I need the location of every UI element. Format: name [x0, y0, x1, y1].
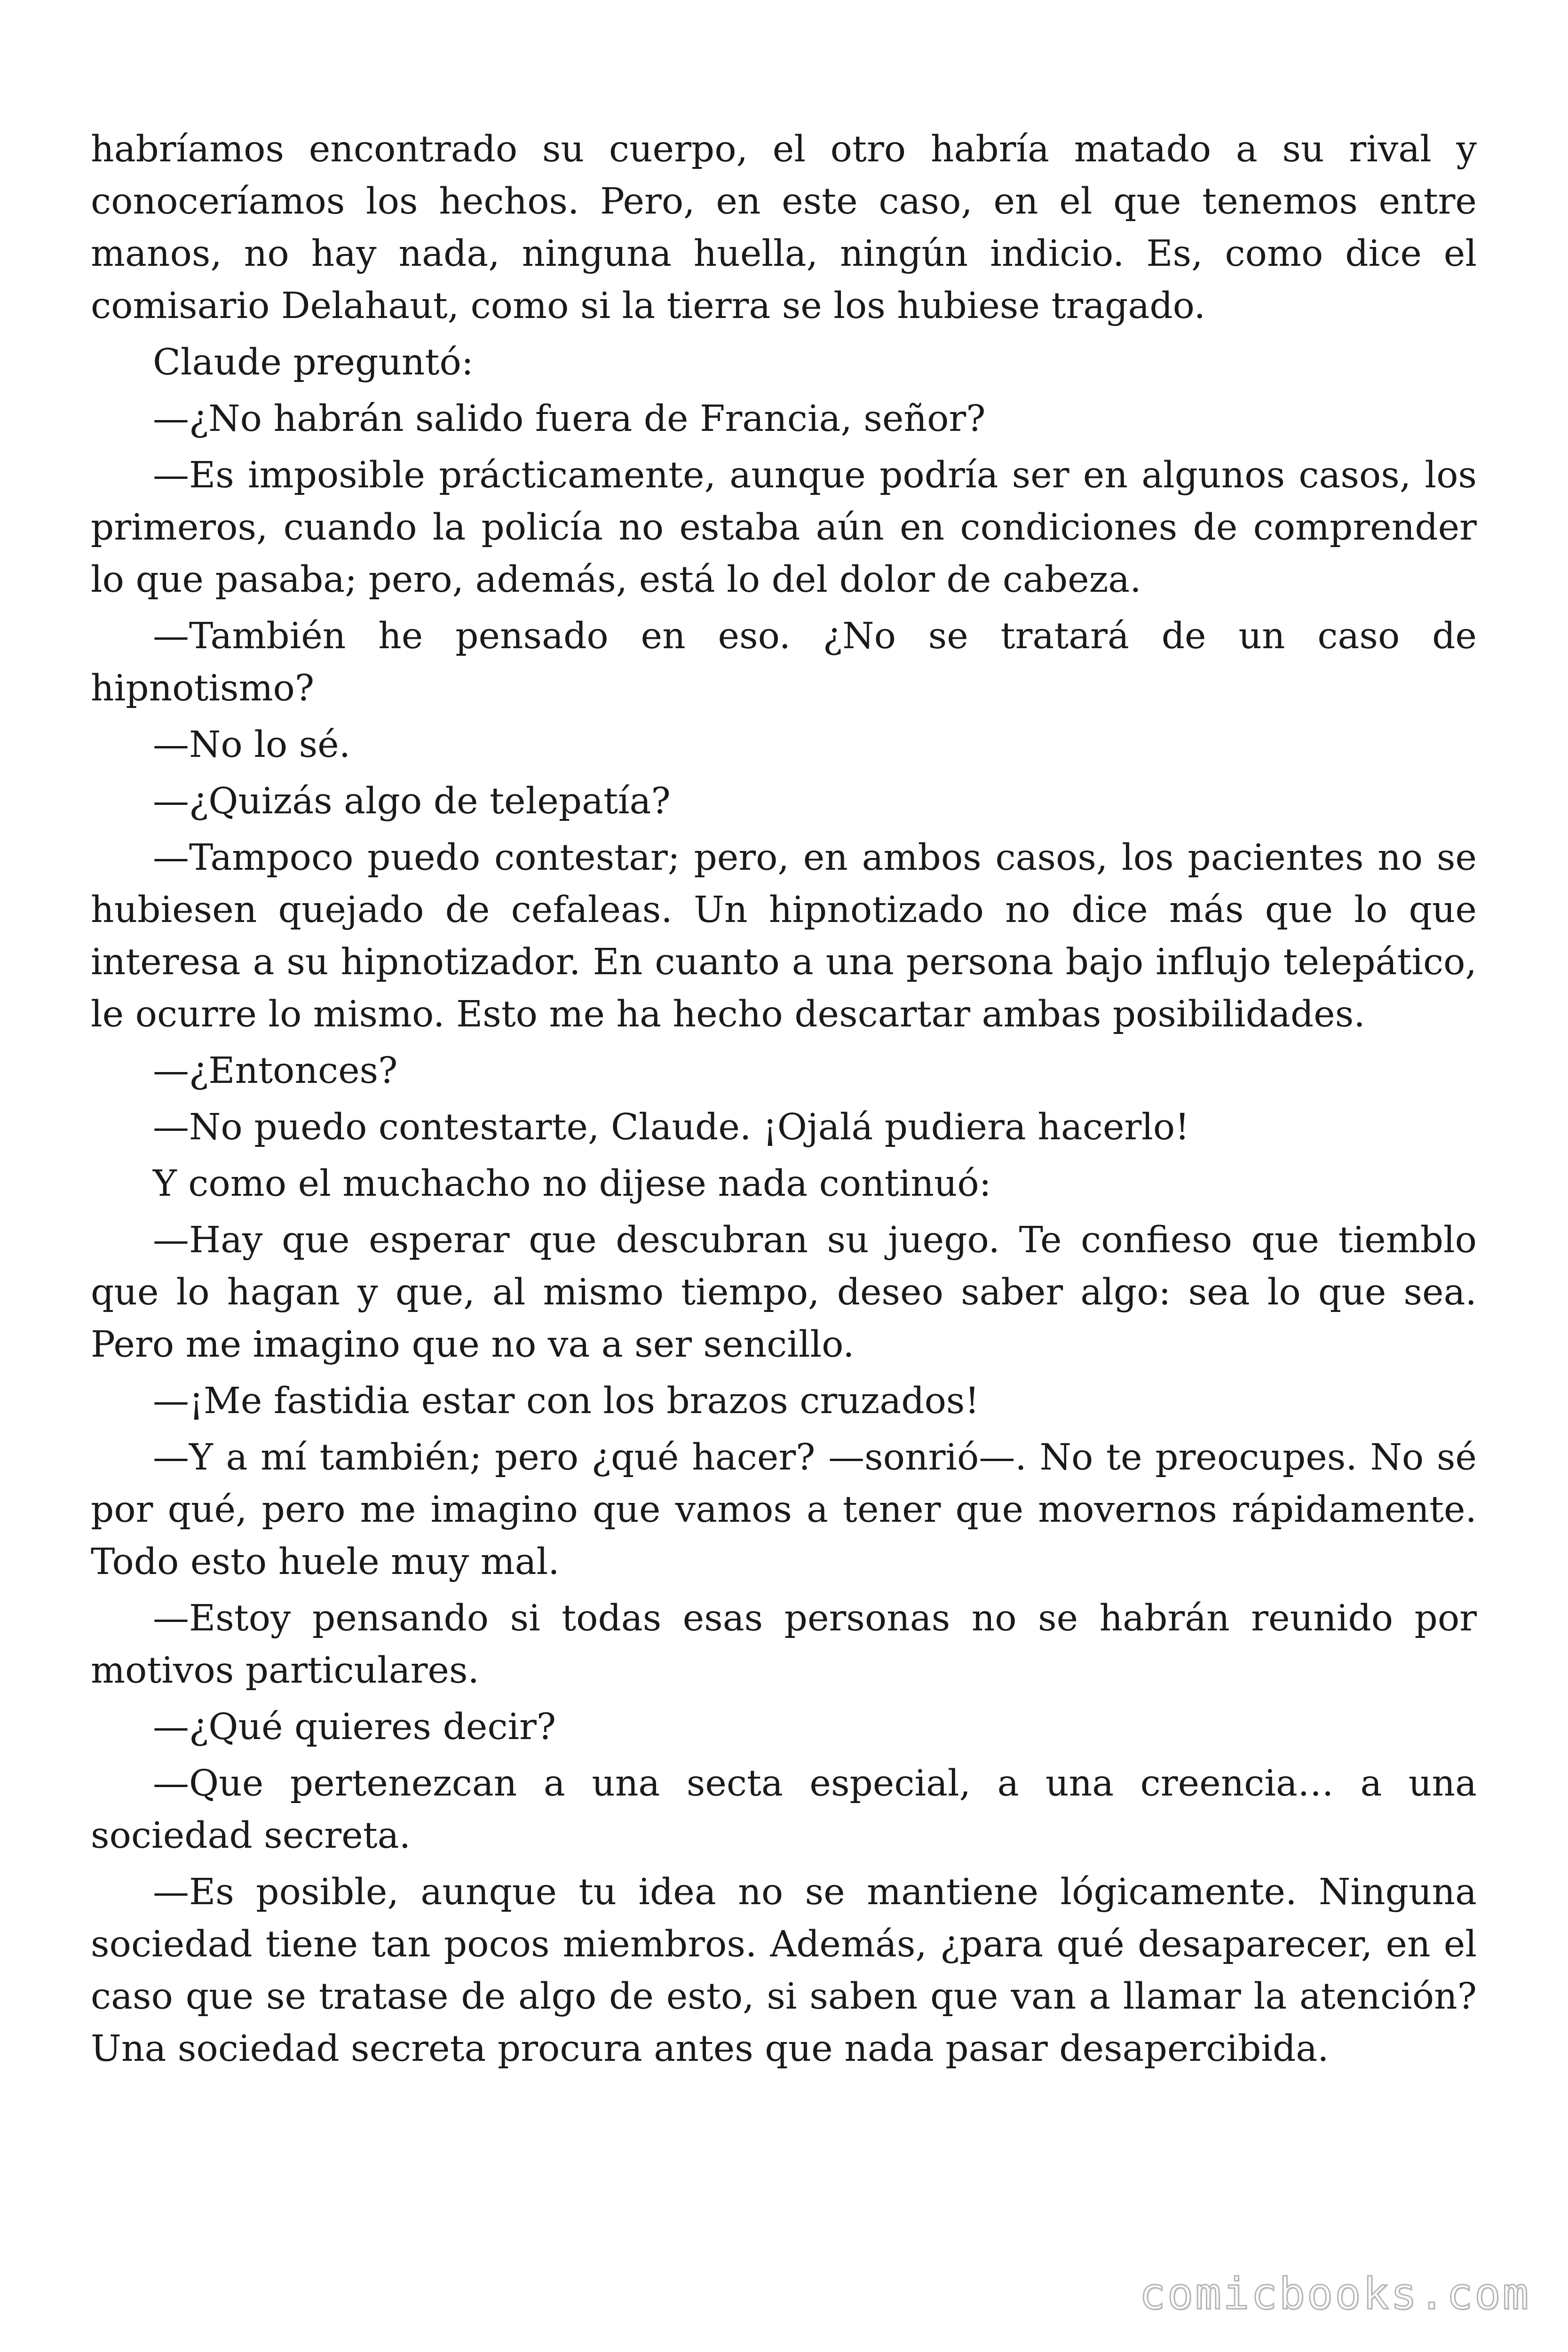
paragraph-11: Y como el muchacho no dijese nada continuó: [153, 1163, 991, 1205]
paragraph-13: —¡Me fastidia estar con los brazos cruzados! [153, 1380, 980, 1422]
paragraph-12: —Hay que esperar que descubran su juego. Te confieso que tiemblo que lo hagan y que, al mismo tiempo, deseo saber algo: sea lo que sea. Pero me imagino que no va a ser sencillo. [91, 1219, 1477, 1366]
paragraph-15: —Estoy pensando si todas esas personas no se habrán reunido por motivos particulares. [91, 1597, 1477, 1692]
paragraph-6: —No lo sé. [153, 724, 351, 766]
paragraph-10: —No puedo contestarte, Claude. ¡Ojalá pudiera hacerlo! [153, 1106, 1190, 1148]
paragraph-17: —Que pertenezcan a una secta especial, a una creencia… a una sociedad secreta. [91, 1763, 1477, 1857]
paragraph-8: —Tampoco puedo contestar; pero, en ambos casos, los pacientes no se hubiesen quejado de cefaleas. Un hipnotizado no dice más que lo que interesa a su hipnotizador. En cuanto a una persona bajo influjo telepático, le ocurre lo mismo. Esto me ha hecho descartar ambas posibilidades. [91, 837, 1477, 1035]
paragraph-4: —Es imposible prácticamente, aunque podría ser en algunos casos, los primeros, cuando la policía no estaba aún en condiciones de comprender lo que pasaba; pero, además, está lo del dolor de cabeza. [91, 454, 1477, 601]
page-body [91, 123, 1477, 2079]
paragraph-3: —¿No habrán salido fuera de Francia, señor? [153, 398, 986, 440]
paragraph-14: —Y a mí también; pero ¿qué hacer? —sonrió—. No te preocupes. No sé por qué, pero me imagino que vamos a tener que movernos rápidamente. Todo esto huele muy mal. [91, 1437, 1477, 1583]
paragraph-2: Claude preguntó: [153, 342, 474, 383]
paragraph-7: —¿Quizás algo de telepatía? [153, 780, 671, 822]
paragraph-5: —También he pensado en eso. ¿No se tratará de un caso de hipnotismo? [91, 615, 1477, 709]
paragraph-16: —¿Qué quieres decir? [153, 1706, 556, 1748]
paragraph-9: —¿Entonces? [153, 1050, 398, 1092]
watermark: comicbooks.com [1139, 2269, 1530, 2319]
paragraph-1: habríamos encontrado su cuerpo, el otro habría matado a su rival y conoceríamos los hechos. Pero, en este caso, en el que tenemos entre manos, no hay nada, ninguna huella, ningún indicio. Es, como dice el comisario Delahaut, como si la tierra se los hubiese tragado. [91, 128, 1477, 327]
paragraph-18: —Es posible, aunque tu idea no se mantiene lógicamente. Ninguna sociedad tiene tan pocos miembros. Además, ¿para qué desaparecer, en el caso que se tratase de algo de esto, si saben que van a llamar la atención? Una sociedad secreta procura antes que nada pasar desapercibida. [91, 1871, 1477, 2070]
